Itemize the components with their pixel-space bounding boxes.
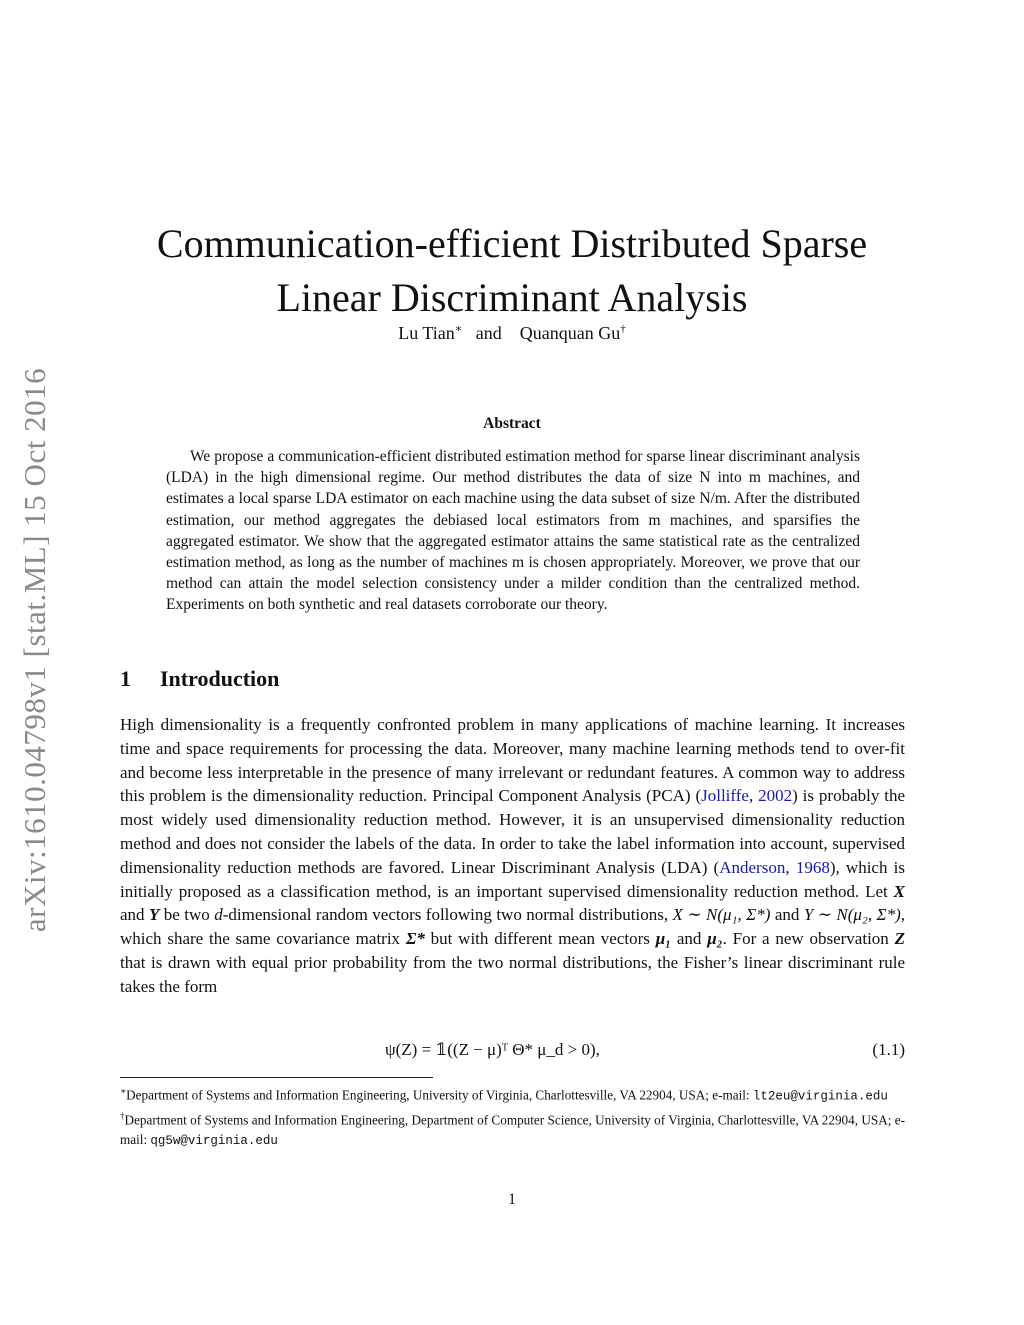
intro-text: ) is probably the most widely used dimensionality reduction method. However, it is an unsupervised dimensionality reduction method and does not consider the labels of the data. In order to take the label information into account, supervised dimensionality reduction methods are favored. Linear Discriminant Analysis (LDA) ( [120,786,906,877]
math-mean-mu1: μ₁ [655,929,672,949]
introduction-paragraph [120,713,905,999]
equation-number: (1.1) [872,1040,905,1059]
math-vector-x: X [893,881,905,901]
section-number: 1 [120,666,131,691]
section-heading-introduction [120,666,279,692]
page-number: 1 [508,1191,516,1208]
intro-text: and [671,929,708,949]
intro-text: ), which is initially proposed as a classification method, is an important supervised dimensionality reduction method. Let [120,857,906,901]
author-1-footnote-mark[interactable]: ∗ [454,323,463,335]
section-title: Introduction [160,666,280,691]
math-distribution-x: X ∼ N(μ₁, Σ*) [672,905,771,925]
math-covariance-sigma: Σ* [405,929,425,949]
intro-text: High dimensionality is a frequently confronted problem in many applications of machine learning. It increases time and space requirements for processing the data. Moreover, many machine learning methods tend to over-fit and become less interpretable in the presence of many irrelevant or redundant features. A common way to address this problem is the dimensionality reduction. Principal Component Analysis (PCA) ( [120,715,905,806]
footnote-1 [120,1082,905,1107]
arxiv-identifier-stamp: arXiv:1610.04798v1 [stat.ML] 15 Oct 2016 [17,367,52,933]
citation-separator: , [748,786,759,806]
author-2-footnote-mark[interactable]: † [620,323,626,335]
intro-text: -dimensional random vectors following two normal distributions, [222,905,673,925]
intro-text: but with different mean vectors [424,929,656,949]
abstract-heading: Abstract [483,415,541,432]
footnote-1-mark: ∗ [120,1086,127,1096]
footnote-1-text: Department of Systems and Information Engineering, University of Virginia, Charlottesville, VA 22904, USA; e-mail: [126,1087,753,1103]
author-1-name: Lu Tian [398,323,455,343]
citation-jolliffe-year[interactable]: 2002 [758,786,793,806]
citation-anderson-year[interactable]: 1968 [795,857,830,877]
footnote-1-email[interactable]: lt2eu@virginia.edu [752,1089,888,1104]
footnote-divider [120,1077,433,1078]
paper-title [100,217,924,325]
math-distribution-y: Y ∼ N(μ₂, Σ*) [803,905,901,925]
equation-1-1 [120,1040,905,1066]
footnote-2-mark: † [120,1110,125,1121]
math-mean-mu2: μ₂ [707,929,723,949]
author-list [100,322,924,344]
title-line-1: Communication-efficient Distributed Sparse [156,220,868,266]
title-line-2: Linear Discriminant Analysis [276,274,748,320]
footnotes [120,1082,905,1151]
author-conjunction: and [475,323,502,343]
citation-anderson-author[interactable]: Anderson [719,857,786,877]
math-dimension-d: d [214,905,223,925]
footnote-2-text: Department of Systems and Information Engineering, Department of Computer Science, University of Virginia, Charlottesville, VA 22904, USA; e-mail: [120,1112,906,1147]
citation-separator: , [785,857,796,877]
math-vector-z: Z [894,929,905,949]
equation-body: ψ(Z) = 𝟙((Z − μ)ᵀ Θ* μ_d > 0), [385,1040,600,1059]
citation-jolliffe-author[interactable]: Jolliffe [701,786,749,806]
author-2-name: Quanquan Gu [519,323,621,343]
intro-text: be two [159,905,215,925]
intro-text: , which share the same covariance matrix [120,905,906,949]
intro-text: that is drawn with equal prior probability from the two normal distributions, the Fisher’s linear discriminant rule takes the form [120,952,905,996]
intro-text: and [770,905,804,925]
abstract-text: We propose a communication-efficient distributed estimation method for sparse linear discriminant analysis (LDA) in the high dimensional regime. Our method distributes the data of size N into m machines, and estimates a local sparse LDA estimator on each machine using the data subset of size N/m. After the distributed estimation, our method aggregates the debiased local estimators from m machines, and sparsifies the aggregated estimator. We show that the aggregated estimator attains the same statistical rate as the centralized estimation method, as long as the number of machines m is chosen appropriately. Moreover, we prove that our method can attain the model selection consistency under a milder condition than the centralized method. Experiments on both synthetic and real datasets corroborate our theory. [166,448,860,614]
footnote-2-email[interactable]: qg5w@virginia.edu [150,1133,278,1148]
footnote-2 [120,1107,905,1151]
intro-text: and [120,905,149,925]
intro-text: . For a new observation [722,929,895,949]
math-vector-y: Y [148,905,160,925]
